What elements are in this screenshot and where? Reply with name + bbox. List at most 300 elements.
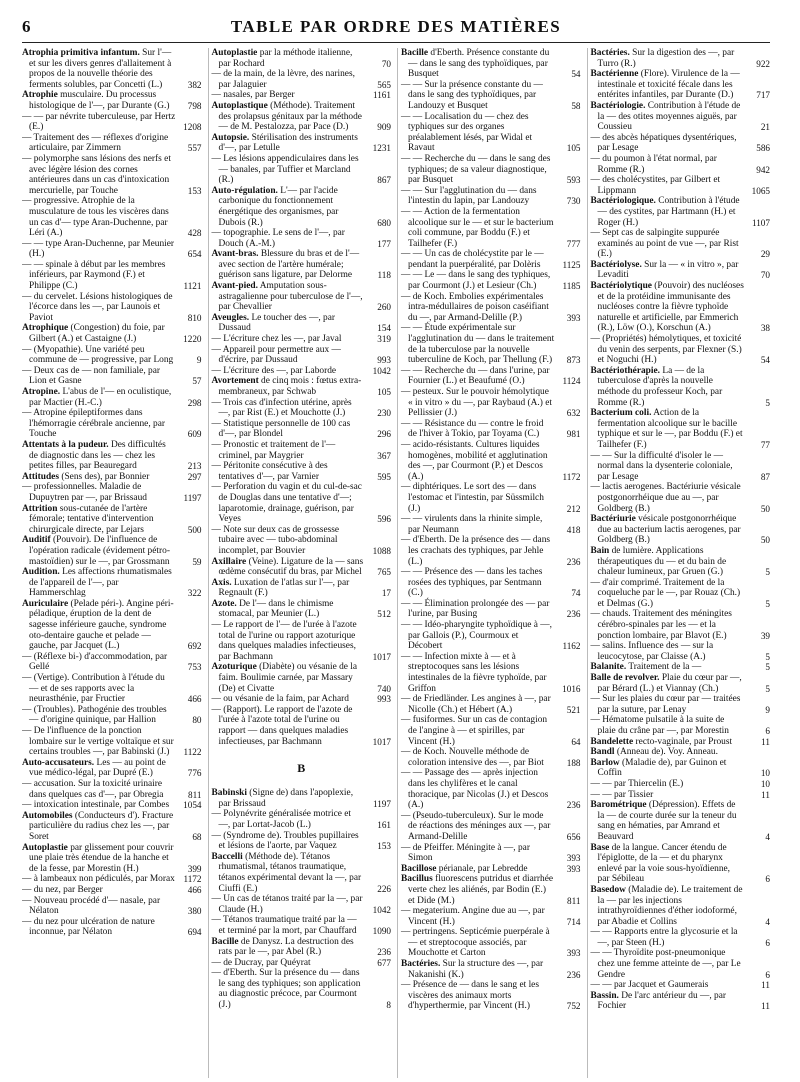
entry-text	[22, 90, 176, 111]
index-entry	[212, 852, 392, 894]
entry-headword: Balanite.	[590, 662, 627, 673]
entry-page-reference: 21	[760, 122, 770, 133]
entry-text	[211, 90, 366, 101]
entry-page-reference: 680	[377, 217, 391, 228]
entry-headword: Bactériologique.	[590, 196, 656, 207]
entry-page-reference: 4	[765, 831, 770, 842]
index-entry	[22, 726, 202, 758]
entry-text	[22, 778, 176, 800]
entry-text	[590, 545, 745, 578]
index-entry	[22, 387, 202, 408]
entry-page-reference: 6	[765, 726, 770, 736]
entry-description: — Le rapport de l'— de l'urée à l'azote total de l'urine ou rapport azoturique dans quelques maladies infectieuses, par Bachmann	[211, 620, 357, 662]
index-entry	[22, 345, 202, 366]
index-entry	[22, 874, 202, 885]
entry-page-reference: 11	[761, 736, 770, 747]
entry-description: — d'Eberth. Sur la présence du — dans le sang des typhiques; son application au diagnostic précoce, par Courmont (J.)	[211, 968, 361, 1011]
index-entry	[591, 175, 771, 196]
entry-description: (Signe de) dans l'apoplexie, par Brissaud	[218, 788, 354, 809]
entry-description: — diphtériques. Le sort des — dans l'estomac et l'intestin, par Süssmilch (J.)	[401, 482, 544, 514]
index-entry	[22, 896, 202, 917]
entry-page-reference: 236	[566, 969, 581, 980]
entry-page-reference: 565	[377, 79, 391, 90]
index-entry	[591, 758, 771, 779]
entry-description: — — Présence des — dans les taches rosées des typhiques, par Sentmann (C.)	[401, 567, 543, 599]
entry-text	[22, 567, 176, 599]
entry-description: — (Vertige). Contribution à l'étude du — et de ses rapports avec la neurasthénie, par Fructier	[22, 673, 165, 705]
entry-text	[22, 916, 176, 938]
entry-text	[401, 153, 555, 186]
entry-text	[22, 196, 176, 239]
entry-text	[22, 535, 176, 567]
entry-page-reference: 609	[187, 429, 202, 440]
entry-text	[22, 132, 176, 154]
index-entry	[22, 260, 202, 292]
entry-page-reference: 11	[761, 980, 770, 991]
entry-headword: Automobiles	[22, 810, 73, 821]
entry-page-reference: 692	[187, 641, 202, 652]
entry-description: — de Koch. Embolies expérimentales intra-médullaires de poison caséifiant du —, par Armand-Delille (P.)	[401, 291, 549, 323]
entry-page-reference: 798	[187, 100, 202, 111]
entry-description: — salins. Influence des — sur la leucocytose, par Claisse (A.)	[590, 641, 714, 662]
entry-text	[590, 990, 745, 1012]
index-entry	[22, 133, 202, 154]
entry-page-reference: 753	[187, 662, 202, 673]
entry-text	[590, 48, 745, 69]
entry-page-reference: 632	[566, 408, 581, 419]
entry-description: — — Recherche du — dans le sang des typhiques; de sa valeur diagnostique, par Busquet	[401, 153, 551, 186]
entry-text	[211, 936, 366, 958]
entry-page-reference: 399	[187, 863, 202, 874]
entry-description: Amputation sous-astragalienne pour tuberculose de l'—, par Chevallier	[218, 281, 363, 313]
entry-text	[590, 281, 745, 334]
entry-page-reference: 226	[377, 883, 391, 894]
page-number: 6	[22, 17, 31, 36]
entry-text	[211, 376, 366, 397]
index-entry	[22, 885, 202, 896]
entry-page-reference: 68	[192, 831, 202, 842]
index-entry	[22, 366, 202, 387]
entry-text	[590, 514, 745, 546]
entry-text	[590, 259, 745, 281]
entry-text	[590, 69, 745, 101]
entry-description: — de la main, de la lèvre, des narines, par Jalaguier	[211, 69, 355, 90]
entry-page-reference: 730	[566, 196, 581, 207]
index-entry	[401, 864, 581, 875]
entry-page-reference: 64	[571, 736, 581, 747]
entry-description: recto-vaginale, par Proust	[635, 736, 733, 747]
index-entry	[591, 927, 771, 948]
entry-text	[211, 704, 366, 747]
entry-headword: Baccelli	[211, 851, 243, 862]
entry-text	[590, 175, 745, 196]
entry-page-reference: 319	[377, 334, 391, 345]
entry-text	[211, 809, 366, 830]
index-entry	[591, 673, 771, 694]
entry-description: — (Myopathie). Une variété peu commune de — progressive, par Long	[22, 344, 174, 366]
entry-description: fluorescens putridus et diarrhée verte chez les aliénés, par Bodin (E.) et Dide (M.)	[408, 874, 554, 906]
entry-description: — de Pfeiffer. Méningite à —, par Simon	[401, 842, 530, 864]
entry-page-reference: 873	[566, 355, 581, 366]
entry-text	[211, 365, 366, 377]
index-entry	[591, 408, 771, 450]
entry-description: L'abus de l'— en oculistique, par Mactier (H.-C.)	[29, 387, 172, 408]
entry-description: (Sens des), par Bonnier	[61, 471, 150, 482]
entry-text	[590, 842, 745, 885]
entry-headword: Autoplastie	[211, 48, 258, 58]
entry-page-reference: 393	[566, 312, 581, 323]
index-entry	[591, 609, 771, 641]
index-entry	[591, 800, 771, 842]
entry-page-reference: 593	[566, 175, 581, 186]
index-entry	[591, 366, 771, 408]
entry-headword: Bacterium coli.	[590, 408, 652, 419]
entry-text	[590, 662, 745, 673]
entry-text	[22, 810, 176, 843]
index-entry	[212, 557, 392, 578]
entry-page-reference: 10	[760, 768, 770, 779]
entry-description: Des difficultés de diagnostic dans les — chez les petites filles, par Beauregard	[29, 439, 166, 472]
entry-text	[22, 651, 176, 673]
entry-page-reference: 1185	[562, 281, 581, 292]
entry-description: — L'écriture des —, par Laborde	[211, 365, 337, 376]
entry-text	[401, 863, 555, 875]
entry-text	[590, 747, 745, 758]
entry-text	[211, 69, 366, 90]
entry-text	[590, 408, 745, 450]
entry-page-reference: 296	[377, 429, 391, 440]
entry-text	[401, 249, 555, 270]
entry-page-reference: 153	[187, 185, 202, 196]
entry-description: — Un cas de tétanos traité par la —, par Claude (H.)	[211, 894, 363, 915]
entry-text	[401, 365, 555, 387]
entry-description: — — Infection mixte à — et à streptocoques sans les lésions intestinales de la fièvre typhoïde, par Griffon	[401, 651, 547, 694]
entry-page-reference: 1197	[183, 492, 202, 503]
entry-page-reference: 418	[566, 524, 581, 535]
entry-text	[590, 694, 745, 715]
entry-headword: Autopsie.	[211, 132, 250, 143]
index-entry	[212, 345, 392, 366]
entry-text	[211, 598, 366, 620]
entry-description: (Méthode). Traitement des prolapsus génitaux par la méthode — de M. Pestalozza, par Pace (D.)	[218, 100, 362, 133]
entry-text	[211, 344, 366, 366]
entry-page-reference: 777	[566, 238, 581, 249]
entry-page-reference: 5	[765, 683, 770, 694]
entry-headword: Avortement	[211, 376, 259, 387]
entry-text	[22, 153, 176, 196]
index-entry	[401, 514, 581, 535]
entry-description: Les — au point de vue médico-légal, par Dupré (E.)	[29, 757, 166, 779]
index-entry	[22, 567, 202, 599]
entry-description: — Sept cas de salpingite suppurée examinés au point de vue —, par Rist (E.)	[590, 228, 739, 260]
index-entry	[212, 937, 392, 958]
entry-headword: Bacillose	[401, 863, 437, 874]
entry-headword: Auto-accusateurs.	[22, 757, 95, 768]
entry-text	[22, 344, 176, 366]
index-entry	[22, 779, 202, 800]
entry-page-reference: 596	[377, 514, 391, 525]
index-entry	[591, 737, 771, 748]
entry-description: — Sur les plaies du cœur par — traitées par la suture, par Lenay	[590, 694, 741, 715]
index-entry	[22, 917, 202, 938]
entry-page-reference: 1231	[372, 143, 391, 154]
entry-page-reference: 80	[192, 715, 202, 726]
index-entry	[401, 482, 581, 514]
entry-description: — du poumon à l'état normal, par Romme (R.)	[590, 153, 717, 175]
entry-page-reference: 811	[567, 895, 581, 906]
entry-page-reference: 993	[377, 694, 391, 705]
entry-text	[22, 259, 176, 292]
entry-headword: Attentats à la pudeur.	[22, 439, 109, 450]
entry-headword: Bactériolyse.	[590, 259, 642, 270]
entry-description: — Hématome pulsatile à la suite de plaie du crâne par —, par Morestin	[590, 715, 729, 736]
entry-description: — d'Eberth. De la présence des — dans les crachats des typhiques, par Jehle (L.)	[401, 535, 551, 567]
page-header	[22, 14, 770, 40]
entry-description: — Atropine épileptiformes dans l'hémorragie cérébrale ancienne, par Touche	[22, 408, 165, 440]
entry-page-reference: 4	[765, 916, 770, 927]
entry-text	[22, 503, 176, 536]
entry-headword: Aveugles.	[211, 312, 250, 323]
entry-headword: Avant-bras.	[211, 249, 259, 260]
entry-description: Contribution à l'étude — des cystites, par Hartmann (H.) et Roger (H.)	[597, 196, 740, 228]
entry-page-reference: 521	[566, 704, 581, 715]
index-entry	[22, 652, 202, 673]
entry-text	[22, 291, 176, 324]
entry-text	[22, 598, 176, 652]
entry-page-reference: 922	[756, 58, 770, 69]
entry-text	[401, 715, 555, 747]
entry-page-reference: 161	[377, 819, 391, 830]
entry-text	[401, 111, 555, 154]
entry-text	[211, 788, 366, 809]
index-entry	[212, 398, 392, 419]
entry-headword: Bactériurie	[590, 514, 636, 525]
index-entry	[401, 927, 581, 959]
index-entry	[401, 112, 581, 154]
entry-headword: Atrophique	[22, 323, 69, 334]
entry-description: Les affections rhumatismales de l'appareil de l'—, par Hammerschlag	[29, 567, 172, 599]
entry-description: De l'arc antérieur du —, par Fochier	[597, 990, 727, 1012]
index-entry	[401, 292, 581, 324]
entry-page-reference: 298	[187, 397, 202, 408]
entry-headword: Balle de revolver.	[590, 673, 660, 684]
entry-description: sous-cutanée de l'artère fémorale; tentative d'intervention chirurgicale directe, par Lejars	[29, 503, 154, 535]
entry-page-reference: 677	[377, 957, 391, 968]
index-entry	[212, 133, 392, 154]
entry-headword: Barlow	[590, 757, 620, 768]
entry-text	[590, 482, 745, 514]
entry-headword: Autoplastie	[22, 842, 68, 853]
entry-description: — — Localisation du — chez des typhiques sur des organes préalablement lésés, par Widal et Ravaut	[401, 111, 533, 154]
entry-text	[590, 673, 745, 694]
index-entry	[591, 991, 771, 1012]
entry-text	[590, 153, 745, 175]
entry-text	[22, 323, 176, 345]
entry-text	[211, 620, 366, 662]
index-entry	[401, 323, 581, 365]
header-rule	[22, 42, 770, 43]
entry-page-reference: 595	[377, 471, 391, 482]
entry-page-reference: 11	[761, 1001, 770, 1012]
entry-description: — Statistique personnelle de 100 cas d'—, par Blondel	[211, 418, 351, 440]
entry-page-reference: 586	[756, 143, 770, 154]
entry-description: (Méthode de). Tétanos rhumatismal, tétanos traumatique, tétanos expérimental devant la —, par Ciuffi (E.)	[218, 851, 362, 894]
entry-text	[590, 228, 745, 260]
entry-description: — à lambeaux non pédiculés, par Morax	[22, 874, 175, 885]
entry-description: — — spinale à début par les membres inférieurs, par Raymond (F.) et Philippe (C.)	[22, 259, 166, 292]
entry-text	[211, 100, 366, 133]
entry-page-reference: 1172	[562, 471, 581, 482]
index-entry	[212, 662, 392, 694]
entry-description: Traitement de la —	[628, 662, 702, 673]
entry-headword: Attitudes	[22, 471, 59, 482]
entry-description: Sur la — « in vitro », par Levaditi	[597, 259, 739, 281]
entry-text	[22, 365, 176, 387]
entry-description: Sur la digestion des —, par Turro (R.)	[597, 48, 735, 69]
index-entry	[22, 504, 202, 536]
entry-text	[211, 397, 366, 419]
entry-description: — — type Aran-Duchenne, par Meunier (H.)	[22, 238, 175, 260]
index-entry	[22, 48, 202, 90]
entry-page-reference: 942	[756, 164, 770, 175]
index-entry	[591, 790, 771, 801]
entry-description: (Dépression). Effets de la — de courte durée sur la teneur du sang en hématies, par Amrand et Beauvard	[597, 800, 737, 842]
entry-description: — — par Jacquet et Gaumerais	[590, 980, 709, 991]
entry-page-reference: 70	[381, 58, 391, 69]
entry-text	[590, 948, 745, 980]
entry-description: — Trois cas d'infection utérine, après —, par Rist (E.) et Mouchotte (J.)	[211, 397, 352, 419]
entry-description: — Note sur deux cas de grossesse tubaire avec — tubo-abdominal incomplet, par Bouvier	[211, 524, 340, 556]
entry-description: Contribution à l'étude de la — des otites moyennes aiguës, par Coussieu	[597, 100, 741, 133]
entry-description: — du nez, par Berger	[22, 884, 103, 895]
entry-text	[401, 651, 555, 694]
entry-text	[590, 980, 745, 991]
entry-text	[590, 100, 745, 133]
index-entry	[591, 514, 771, 546]
index-entry	[212, 705, 392, 747]
index-entry	[22, 440, 202, 472]
entry-text	[211, 48, 366, 69]
index-entry	[212, 419, 392, 440]
entry-page-reference: 380	[187, 906, 202, 917]
index-entry	[401, 535, 581, 567]
index-entry	[401, 768, 581, 810]
entry-text	[401, 959, 555, 980]
index-entry	[401, 419, 581, 440]
entry-page-reference: 1121	[183, 281, 202, 292]
entry-description: de cinq mois : fœtus extra-membraneux, par Schwab	[218, 376, 362, 397]
index-entry	[212, 809, 392, 830]
entry-description: Stérilisation des instruments d'—, par Letulle	[218, 132, 358, 154]
index-column-4	[587, 48, 771, 1078]
index-entry	[591, 980, 771, 991]
entry-text	[401, 323, 555, 366]
entry-description: — du cervelet. Lésions histologiques de l'écorce dans les —, par Launois et Paviot	[22, 291, 173, 323]
index-entry	[212, 249, 392, 281]
entry-description: Sur l'— et sur les divers genres d'allaitement à propos de la nouvelle théorie des ferments solubles, par Concetti (L.)	[29, 48, 172, 90]
entry-text	[401, 48, 555, 80]
entry-page-reference: 1162	[562, 641, 581, 652]
index-entry	[591, 694, 771, 715]
index-entry	[22, 673, 202, 705]
index-entry	[401, 959, 581, 980]
entry-text	[22, 884, 176, 896]
index-entry	[212, 334, 392, 345]
entry-headword: Bacillus	[401, 874, 433, 885]
entry-description: — — Élimination prolongée des — par l'urine, par Busing	[401, 598, 550, 620]
index-entry	[591, 48, 771, 69]
index-entry	[591, 101, 771, 133]
entry-page-reference: 1172	[183, 874, 202, 885]
entry-page-reference: 1197	[372, 798, 391, 809]
entry-page-reference: 1220	[183, 334, 202, 345]
entry-description: — — Recherche du — dans l'urine, par Fournier (L.) et Beaufumé (O.)	[401, 365, 550, 387]
entry-page-reference: 50	[760, 503, 770, 514]
entry-page-reference: 1016	[562, 683, 581, 694]
entry-text	[211, 228, 366, 249]
entry-description: vésicale postgonorrhéique due au bacterium lactis aerogenes, par Goldberg (B.)	[597, 514, 741, 546]
entry-text	[401, 620, 555, 652]
entry-description: — Perforation du vagin et du cul-de-sac de Douglas dans une tentative d'—; laparotomie, drainage, guérison, par Veyes	[211, 482, 362, 525]
entry-page-reference: 212	[566, 503, 581, 514]
entry-page-reference: 714	[566, 916, 581, 927]
entry-description: — — virulents dans la rhinite simple, par Neumann	[401, 514, 543, 535]
entry-description: — de Ducray, par Quéyrat	[211, 957, 311, 968]
entry-text	[22, 842, 176, 875]
index-entry	[591, 843, 771, 885]
entry-page-reference: 1208	[183, 122, 202, 133]
entry-headword: Babinski	[211, 788, 247, 799]
entry-text	[22, 800, 176, 811]
index-entry	[401, 366, 581, 387]
entry-description: par la méthode italienne, par Rochard	[218, 48, 353, 69]
entry-page-reference: 10	[760, 778, 770, 789]
entry-description: — (Rapport). Le rapport de l'azote de l'urée à l'azote total de l'urine ou rapport — dans quelques maladies infectieuses, par Bachmann	[211, 704, 353, 747]
entry-headword: Auditif	[22, 535, 51, 546]
index-entry	[591, 662, 771, 673]
index-entry	[401, 207, 581, 249]
entry-text	[211, 334, 366, 345]
index-entry	[212, 101, 392, 133]
entry-description: — Pronostic et traitement de l'— criminel, par Maygrier	[211, 439, 336, 461]
index-entry	[401, 249, 581, 270]
entry-text	[211, 915, 366, 936]
index-entry	[212, 154, 392, 186]
entry-text	[211, 577, 366, 599]
entry-description: — Appareil pour permettre aux — d'écrire, par Dussaud	[211, 344, 341, 366]
entry-page-reference: 466	[187, 884, 202, 895]
entry-description: — des cholécystites, par Gilbert et Lippmann	[590, 175, 721, 196]
entry-page-reference: 557	[187, 143, 202, 154]
entry-page-reference: 765	[377, 567, 391, 578]
entry-headword: Bacille	[401, 48, 429, 58]
index-entry	[591, 715, 771, 736]
entry-page-reference: 87	[760, 471, 770, 482]
entry-description: périanale, par Lebredde	[438, 863, 528, 874]
entry-page-reference: 17	[381, 588, 391, 599]
entry-description: — Les lésions appendiculaires dans les — banales, par Tuffier et Marcland (R.)	[211, 153, 359, 186]
index-entry	[591, 885, 771, 927]
entry-text	[211, 968, 366, 1011]
entry-description: — Présence de — dans le sang et les viscères des animaux morts d'hyperthermie, par Vincent (H.)	[401, 980, 539, 1012]
entry-page-reference: 6	[765, 874, 770, 885]
index-entry	[401, 567, 581, 599]
entry-text	[401, 927, 555, 959]
index-entry	[212, 525, 392, 557]
index-entry	[401, 620, 581, 652]
index-entry	[401, 80, 581, 112]
entry-description: — de Friedländer. Les angines à —, par Nicolle (Ch.) et Hébert (A.)	[401, 694, 551, 715]
